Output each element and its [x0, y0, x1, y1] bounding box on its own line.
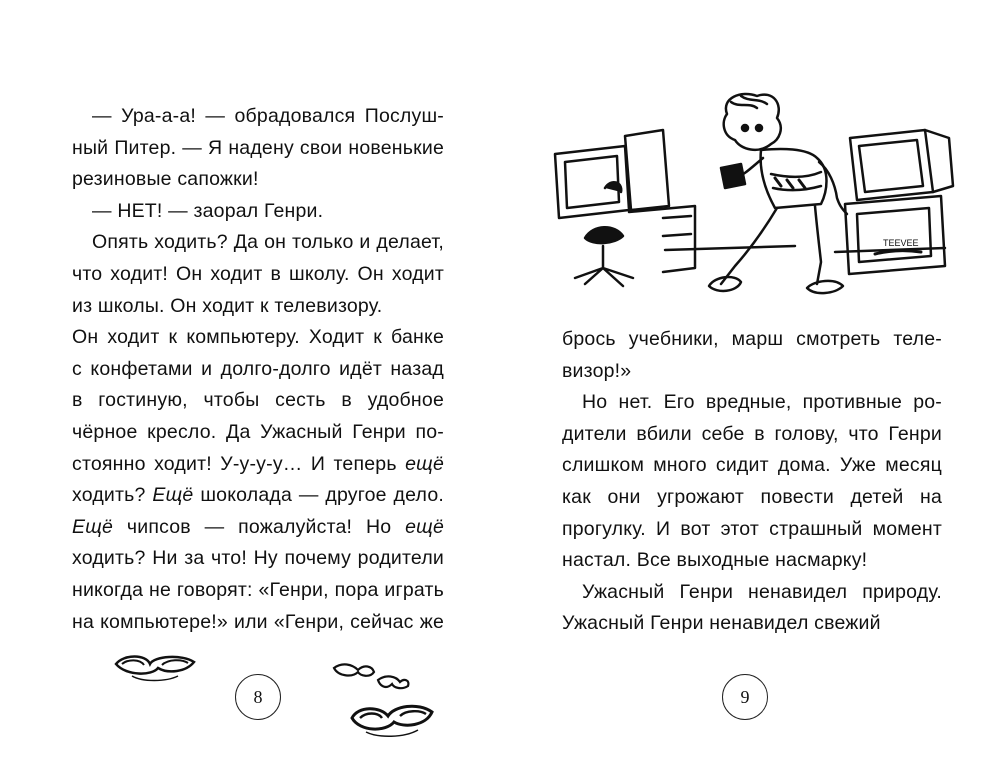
left-page-text — [72, 101, 444, 638]
text-line: брось учебники, марш смотреть теле- — [562, 328, 942, 350]
text-line: в гостиную, чтобы сесть в удобное — [72, 389, 444, 412]
text-line: слишком много сидит дома. Уже месяц — [562, 454, 942, 477]
text-line: — Ура-а-а! — обрадовался Послуш- — [92, 105, 444, 127]
text-line: из школы. Он ходит к телевизору. — [72, 294, 383, 317]
text-line: настал. Все выходные насмарку! — [562, 549, 868, 572]
illustration-label: TEEVEE — [883, 238, 919, 248]
text-line — [72, 449, 444, 481]
bow-doodle-icon — [112, 650, 198, 686]
text-line — [72, 512, 444, 544]
text-line: Опять ходить? Да он только и делает, — [92, 231, 444, 254]
text-line: дители вбили себе в голову, что Генри — [562, 422, 942, 445]
right-page — [500, 0, 1000, 770]
text-line: чёрное кресло. Да Ужасный Генри по- — [72, 420, 444, 443]
text-line: Ужасный Генри ненавидел природу. — [582, 580, 942, 603]
text-line: резиновые сапожки! — [72, 168, 259, 191]
henry-illustration — [545, 88, 960, 308]
text-segment: ходить? — [72, 484, 146, 507]
emphasis: ещё — [405, 515, 445, 538]
text-line: как они угрожают повести детей на — [562, 485, 942, 508]
text-line: визор!» — [562, 359, 632, 382]
text-segment: чипсов — пожалуйста! Но — [126, 515, 392, 538]
text-line: ный Питер. — Я надену свои новенькие — [72, 136, 444, 159]
text-line: что ходит! Он ходит в школу. Он ходит — [72, 262, 444, 285]
text-line: Но нет. Его вредные, противные ро- — [582, 391, 942, 414]
monitor-icon — [625, 130, 669, 210]
text-line: с конфетами и долго-долго идёт назад — [72, 357, 444, 380]
page-number: 9 — [722, 674, 768, 720]
text-line: никогда не говорят: «Генри, пора играть — [72, 578, 444, 601]
page-number: 8 — [235, 674, 281, 720]
text-line: на компьютере!» или «Генри, сейчас же — [72, 610, 444, 633]
text-line: прогулку. И вот этот страшный момент — [562, 517, 942, 540]
emphasis: Ещё — [152, 484, 194, 507]
bow-doodle-icon — [330, 660, 412, 694]
text-line: Он ходит к компьютеру. Ходит к банке — [72, 326, 444, 349]
bow-doodle-icon — [348, 700, 438, 740]
text-line: — НЕТ! — заорал Генри. — [92, 199, 324, 222]
text-segment: стоянно ходит! У-у-у-у… И теперь — [72, 452, 397, 475]
text-line: ходить? Ни за что! Ну почему родители — [72, 547, 444, 570]
right-page-text — [562, 324, 942, 640]
text-line — [72, 480, 444, 512]
text-line: Ужасный Генри ненавидел свежий — [562, 612, 881, 635]
emphasis: Ещё — [72, 515, 114, 538]
emphasis: ещё — [405, 452, 444, 475]
text-segment: шоколада — другое дело. — [200, 484, 444, 507]
